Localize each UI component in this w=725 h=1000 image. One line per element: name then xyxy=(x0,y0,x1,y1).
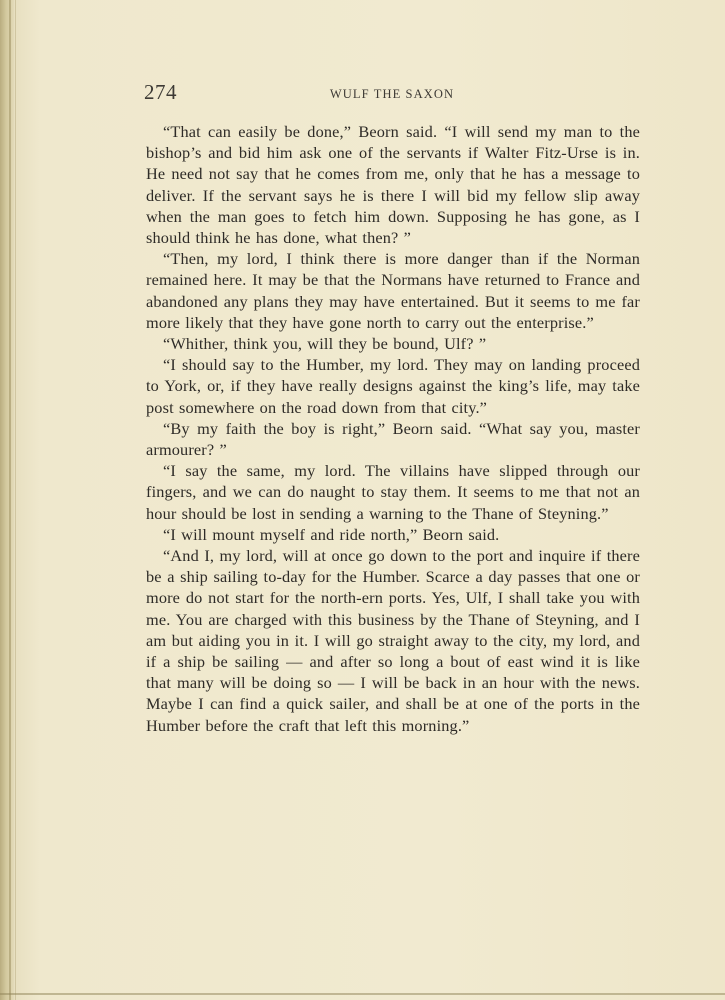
body-text xyxy=(146,121,640,736)
paragraph: “And I, my lord, will at once go down to the port and inquire if there be a ship sailing to-day for the Humber. Scarce a day passes that one or more do not start for the north-ern ports. Yes, Ulf, I shall take you with me. You are charged with this business by the Thane of Steyning, and I am but aiding you in it. I will go straight away to the city, my lord, and if a ship be sailing — and after so long a bout of east wind it is like that many will be doing so — I will be back in an hour with the news. Maybe I can find a quick sailer, and shall be at one of the ports in the Humber before the craft that left this morning.” xyxy=(146,546,640,735)
paragraph: “I say the same, my lord. The villains have slipped through our fingers, and we can do naught to stay them. It seems to me that not an hour should be lost in sending a warning to the Thane of Steyning.” xyxy=(146,461,640,523)
page-edge-line xyxy=(9,0,11,1000)
page-header xyxy=(144,80,640,106)
page-bottom-edge xyxy=(0,993,725,995)
paragraph: “Then, my lord, I think there is more danger than if the Norman remained here. It may be that the Normans have returned to France and abandoned any plans they may have entertained. But it seems to me far more likely that they have gone north to carry out the enterprise.” xyxy=(146,249,640,332)
page-edge-line-inner xyxy=(15,0,16,1000)
paragraph: “By my faith the boy is right,” Beorn said. “What say you, master armourer? ” xyxy=(146,418,640,460)
paragraph: “Whither, think you, will they be bound, Ulf? ” xyxy=(163,334,487,354)
page-number: 274 xyxy=(144,80,177,104)
paragraph: “I should say to the Humber, my lord. They may on landing proceed to York, or, if they have really designs against the king’s life, may take post somewhere on the road down from that city.” xyxy=(146,355,640,417)
paragraph: “I will mount myself and ride north,” Beorn said. xyxy=(163,524,500,544)
running-head: WULF THE SAXON xyxy=(329,87,455,101)
paragraph: “That can easily be done,” Beorn said. “I will send my man to the bishop’s and bid him ask one of the servants if Walter Fitz-Urse is in. He need not say that he comes from me, only that he has a message to deliver. If the servant says he is there I will bid my fellow slip away when the man goes to fetch him down. Supposing he has gone, as I should think he has done, what then? ” xyxy=(146,122,640,248)
page-binding-shadow xyxy=(0,0,14,1000)
